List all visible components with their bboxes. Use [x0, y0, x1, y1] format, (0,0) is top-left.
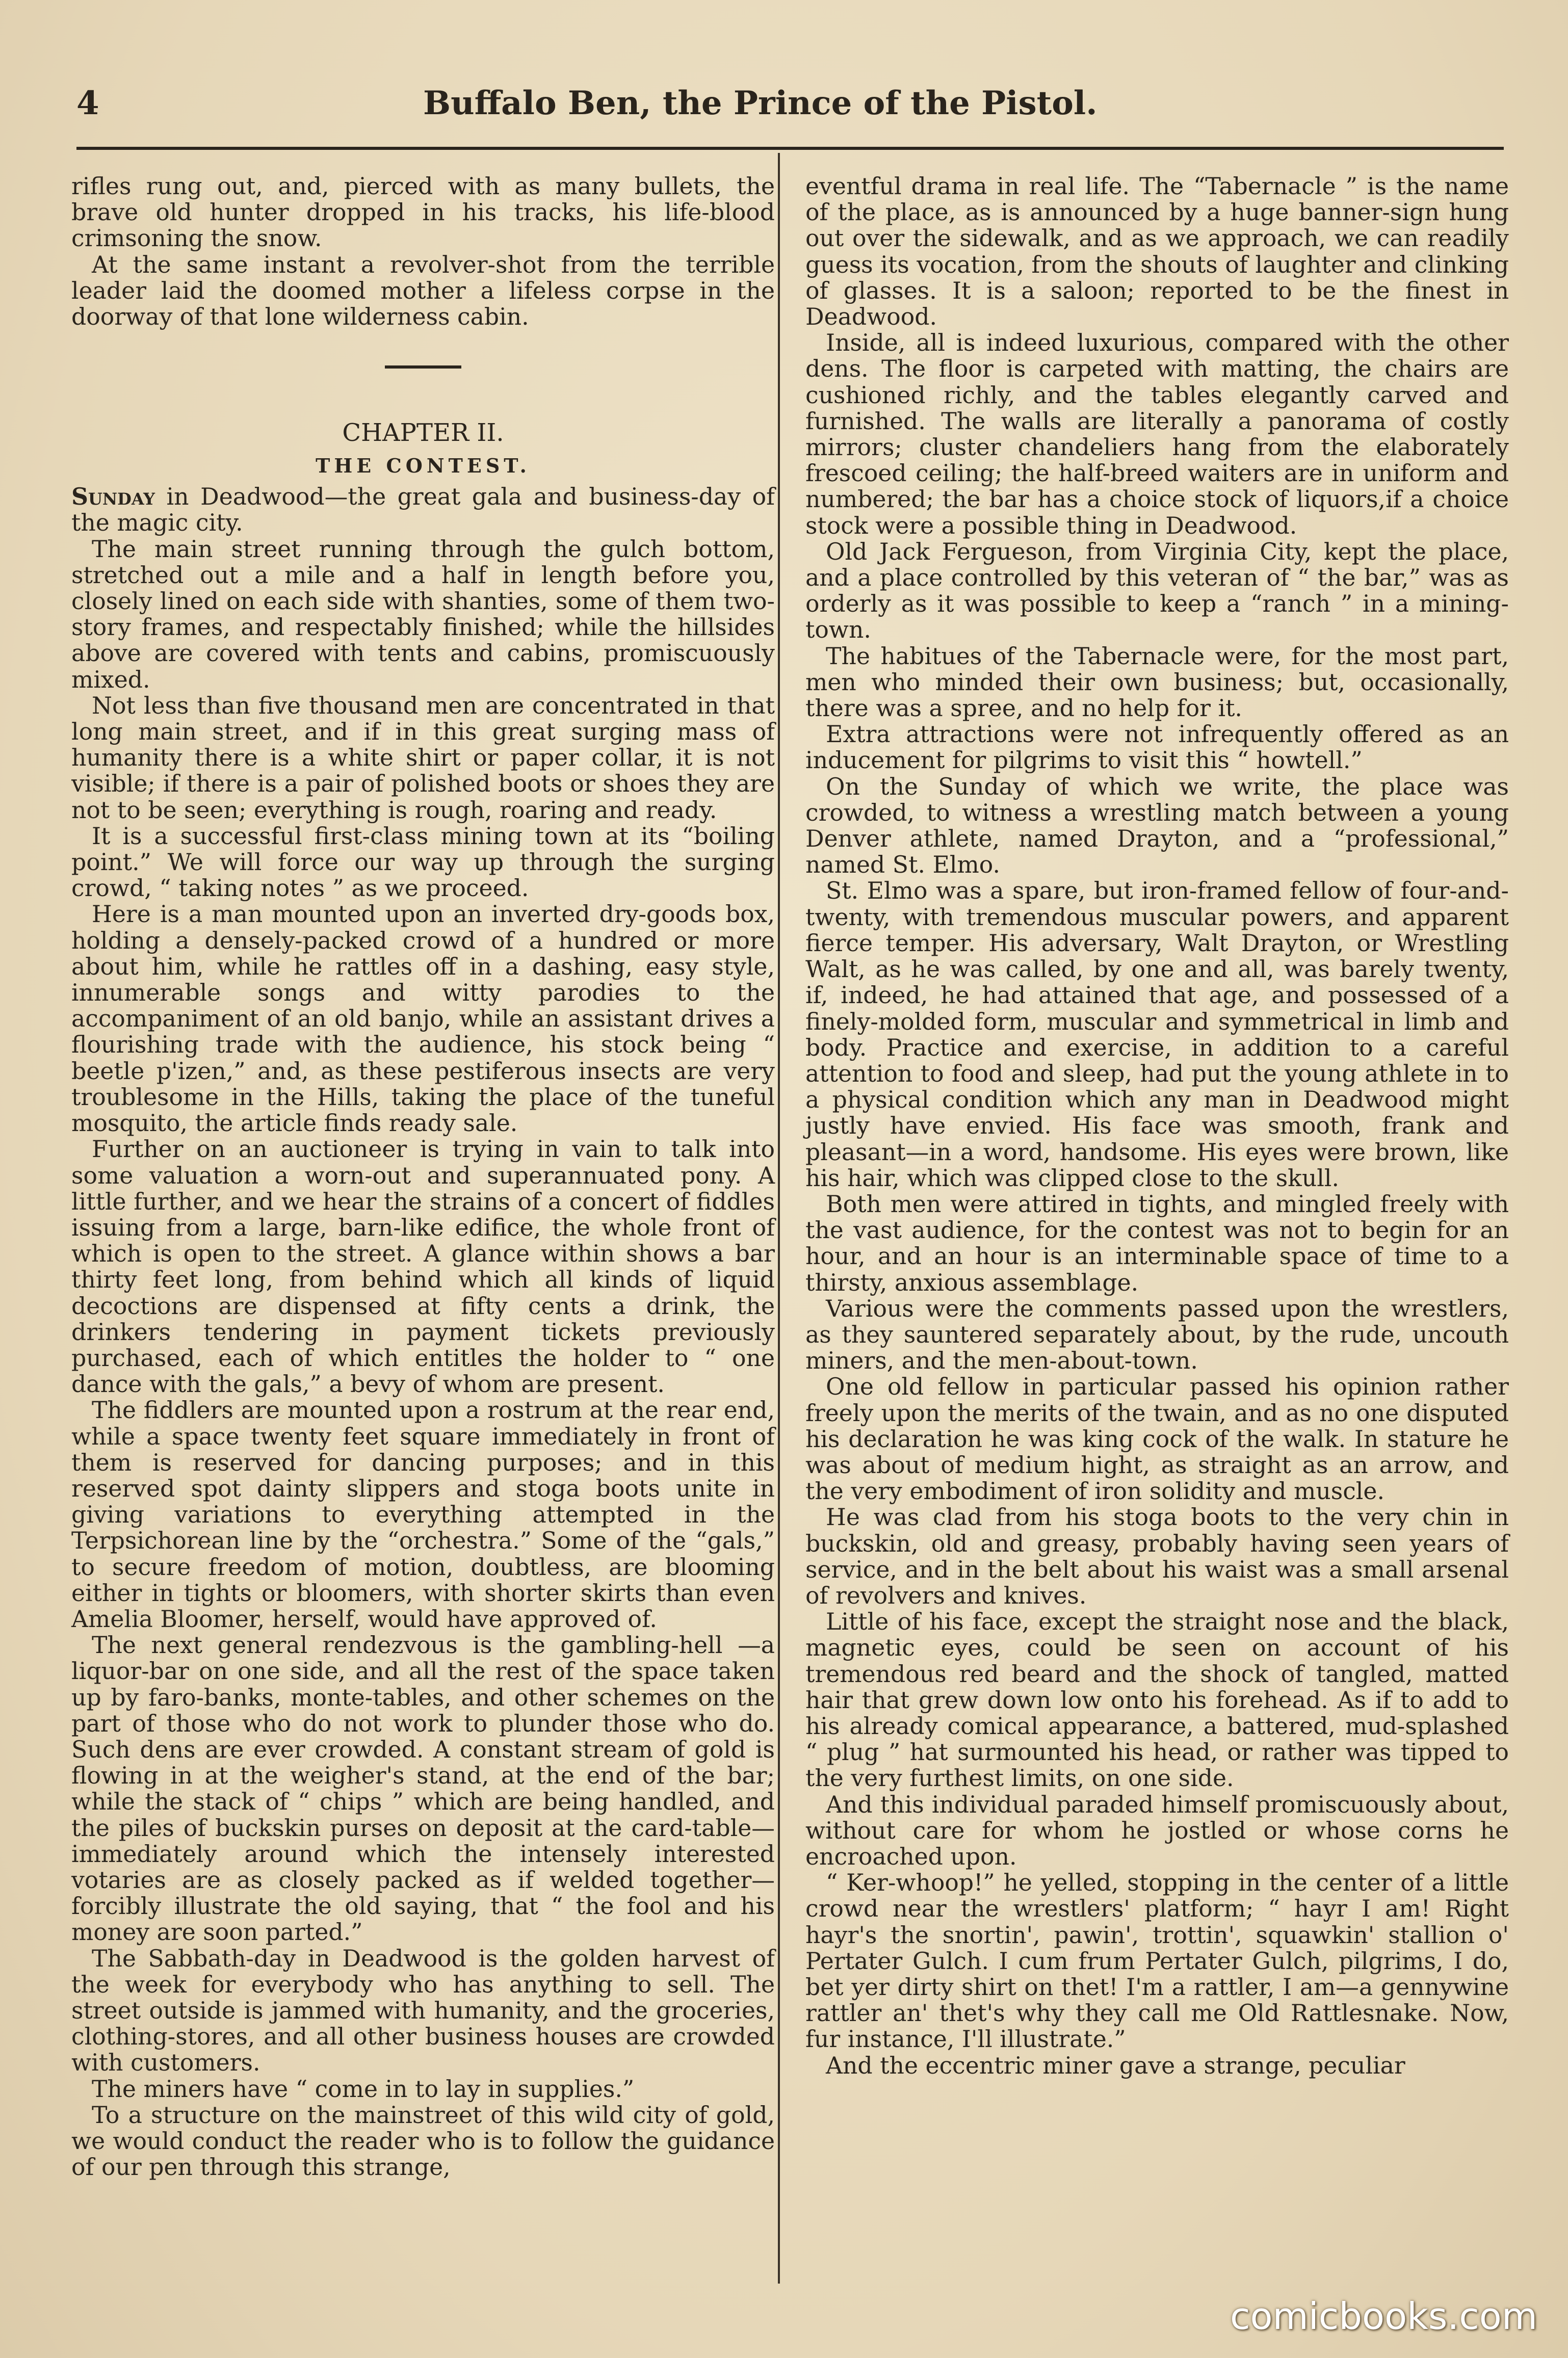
- paragraph: Extra attractions were not infrequently offered as an inducement for pilgrims to visit this “ howtell.”: [805, 721, 1509, 774]
- paragraph: St. Elmo was a spare, but iron-framed fellow of four-and-twenty, with tremendous muscular powers, and apparent fierce temper. His adversary, Walt Drayton, or Wrestling Walt, as he was called, by one and all, was barely twenty, if, indeed, he had attained that age, and possessed of a finely-molded form, muscular and symmetrical in limb and body. Practice and exercise, in addition to a careful attention to food and sleep, had put the young athlete in to a physical condition which any man in Deadwood might justly have envied. His face was smooth, frank and pleasant—in a word, handsome. His eyes were brown, like his hair, which was clipped close to the skull.: [805, 877, 1509, 1192]
- paragraph: It is a successful first-class mining town at its “boiling point.” We will force our way up through the surging crowd, “ taking notes ” as we proceed.: [71, 822, 775, 902]
- chapter-opening-paragraph: [71, 484, 775, 536]
- paragraph: On the Sunday of which we write, the place was crowded, to witness a wrestling match between a young Denver athlete, named Drayton, and a “professional,” named St. Elmo.: [805, 773, 1509, 879]
- paragraph: eventful drama in real life. The “Tabernacle ” is the name of the place, as is announced by a huge banner-sign hung out over the sidewalk, and as we approach, we can readily guess its vocation, from the shouts of laughter and clinking of glasses. It is a saloon; reported to be the finest in Deadwood.: [805, 173, 1509, 331]
- paragraph-text: in Deadwood—the great gala and business-day of the magic city.: [71, 483, 775, 537]
- paragraph: The habitues of the Tabernacle were, for the most part, men who minded their own business; but, occasionally, there was a spree, and no help for it.: [805, 642, 1509, 722]
- left-column: [71, 173, 775, 2180]
- paragraph: Both men were attired in tights, and mingled freely with the vast audience, for the contest was not to begin for an hour, and an hour is an interminable space of time to a thirsty, anxious assemblage.: [805, 1190, 1509, 1296]
- paragraph: The Sabbath-day in Deadwood is the golden harvest of the week for everybody who has anything to sell. The street outside is jammed with humanity, and the groceries, clothing-stores, and all other business houses are crowded with customers.: [71, 1945, 775, 2077]
- header-rule: [76, 147, 1504, 150]
- drop-word: Sunday: [71, 483, 155, 511]
- paragraph: The fiddlers are mounted upon a rostrum at the rear end, while a space twenty feet square immediately in front of them is reserved for dancing purposes; and in this reserved spot dainty slippers and stoga boots unite in giving variations to everything attempted in the Terpsichorean line by the “orchestra.” Some of the “gals,” to secure freedom of motion, doubtless, are blooming either in tights or bloomers, with shorter skirts than even Amelia Bloomer, herself, would have approved of.: [71, 1397, 775, 1633]
- watermark[interactable]: comicbooks.com: [1230, 2295, 1537, 2338]
- paragraph: At the same instant a revolver-shot from the terrible leader laid the doomed mother a lifeless corpse in the doorway of that lone wilderness cabin.: [71, 251, 775, 331]
- paragraph: The miners have “ come in to lay in supplies.”: [92, 2075, 635, 2103]
- paragraph: Various were the comments passed upon the wrestlers, as they sauntered separately about, by the rude, uncouth miners, and the men-about-town.: [805, 1295, 1509, 1375]
- paragraph: Inside, all is indeed luxurious, compared with the other dens. The floor is carpeted with matting, the chairs are cushioned richly, and the tables elegantly carved and furnished. The walls are literally a panorama of costly mirrors; cluster chandeliers hang from the elaborately frescoed ceiling; the half-breed waiters are in uniform and numbered; the bar has a choice stock of liquors,if a choice stock were a possible thing in Deadwood.: [805, 329, 1509, 539]
- section-separator: [385, 365, 461, 369]
- paragraph: One old fellow in particular passed his opinion rather freely upon the merits of the twain, and as no one disputed his declaration he was king cock of the walk. In stature he was about of medium hight, as straight as an arrow, and the very embodiment of iron solidity and muscle.: [805, 1373, 1509, 1505]
- paragraph: And the eccentric miner gave a strange, peculiar: [826, 2052, 1405, 2079]
- paragraph: Little of his face, except the straight nose and the black, magnetic eyes, could be seen on account of his tremendous red beard and the shock of tangled, matted hair that grew down low onto his forehead. As if to add to his already comical appearance, a battered, mud-splashed “ plug ” hat surmounted his head, or rather was tipped to the very furthest limits, on one side.: [805, 1608, 1509, 1792]
- paragraph: Not less than five thousand men are concentrated in that long main street, and if in this great surging mass of humanity there is a white shirt or paper collar, it is not visible; if there is a pair of polished boots or shoes they are not to be seen; everything is rough, roaring and ready.: [71, 692, 775, 824]
- paragraph: The next general rendezvous is the gambling-hell —a liquor-bar on one side, and all the rest of the space taken up by faro-banks, monte-tables, and other schemes on the part of those who do not work to plunder those who do. Such dens are ever crowded. A constant stream of gold is flowing in at the weigher's stand, at the end of the bar; while the stack of “ chips ” which are being handled, and the piles of buckskin purses on deposit at the card-table—immediately around which the intensely interested votaries are as closely packed as if welded together—forcibly illustrate the old saying, that “ the fool and his money are soon parted.”: [71, 1632, 775, 1946]
- page-number: 4: [76, 84, 99, 122]
- chapter-subtitle: THE CONTEST.: [316, 454, 531, 478]
- paragraph: Old Jack Fergueson, from Virginia City, kept the place, and a place controlled by this veteran of “ the bar,” was as orderly as it was possible to keep a “ranch ” in a mining-town.: [805, 538, 1509, 644]
- running-title: Buffalo Ben, the Prince of the Pistol.: [423, 84, 1097, 122]
- paragraph: He was clad from his stoga boots to the very chin in buckskin, old and greasy, probably having seen years of service, and in the belt about his waist was a small arsenal of revolvers and knives.: [805, 1504, 1509, 1609]
- paragraph: The main street running through the gulch bottom, stretched out a mile and a half in length before you, closely lined on each side with shanties, some of them two-story frames, and respectably finished; while the hillsides above are covered with tents and cabins, promiscuously mixed.: [71, 535, 775, 693]
- column-divider: [778, 153, 780, 2284]
- paragraph: Further on an auctioneer is trying in vain to talk into some valuation a worn-out and superannuated pony. A little further, and we hear the strains of a concert of fiddles issuing from a large, barn-like edifice, the whole front of which is open to the street. A glance within shows a bar thirty feet long, from behind which all kinds of liquid decoctions are dispensed at fifty cents a drink, the drinkers tendering in payment tickets previously purchased, each of which entitles the holder to “ one dance with the gals,” a bevy of whom are present.: [71, 1136, 775, 1398]
- right-column: [805, 173, 1509, 2079]
- page-header: [76, 84, 1504, 130]
- paragraph: rifles rung out, and, pierced with as many bullets, the brave old hunter dropped in his tracks, his life-blood crimsoning the snow.: [71, 173, 775, 252]
- chapter-title: CHAPTER II.: [342, 418, 504, 448]
- paragraph: And this individual paraded himself promiscuously about, without care for whom he jostled or whose corns he encroached upon.: [805, 1791, 1509, 1870]
- paragraph: Here is a man mounted upon an inverted dry-goods box, holding a densely-packed crowd of a hundred or more about him, while he rattles off in a dashing, easy style, innumerable songs and witty parodies to the accompaniment of an old banjo, while an assistant drives a flourishing trade with the audience, his stock being “ beetle p'izen,” and, as these pestiferous insects are very troublesome in the Hills, taking the place of the tuneful mosquito, the article finds ready sale.: [71, 901, 775, 1137]
- paragraph: “ Ker-whoop!” he yelled, stopping in the center of a little crowd near the wrestlers' platform; “ hayr I am! Right hayr's the snortin', pawin', trottin', squawkin' stallion o' Pertater Gulch. I cum frum Pertater Gulch, pilgrims, I do, bet yer dirty shirt on thet! I'm a rattler, I am—a gennywine rattler an' thet's why they call me Old Rattlesnake. Now, fur instance, I'll illustrate.”: [805, 1869, 1509, 2053]
- paragraph: To a structure on the mainstreet of this wild city of gold, we would conduct the reader who is to follow the guidance of our pen through this strange,: [71, 2101, 775, 2181]
